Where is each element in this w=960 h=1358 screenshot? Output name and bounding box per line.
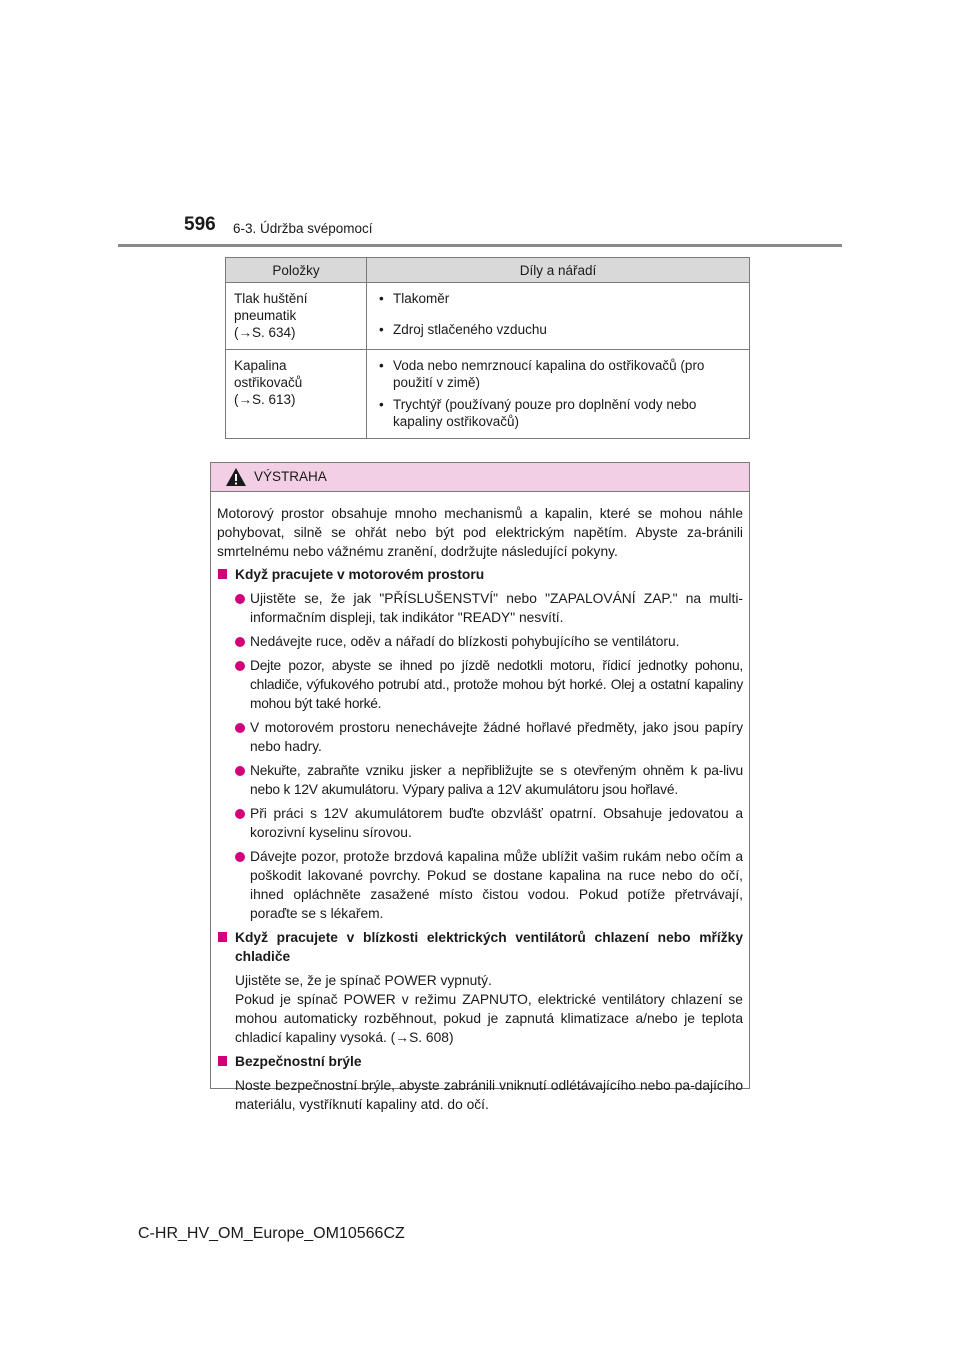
warning-title: VÝSTRAHA <box>254 469 327 484</box>
paragraph: Noste bezpečnostní brýle, abyste zabránili vniknutí odlétávajícího nebo pa-dajícího materiálu, vystříknutí kapaliny atd. do očí. <box>235 1078 743 1112</box>
paragraph: Ujistěte se, že je spínač POWER vypnutý. <box>235 973 492 988</box>
item-line: Tlak huštění <box>234 291 308 306</box>
list-item: Při práci s 12V akumulátorem buďte obzvlášť opatrní. Obsahuje jedovatou a korozivní kyselinu sírovou. <box>217 804 743 842</box>
circle-bullet-icon <box>235 852 245 862</box>
list-item: Nekuřte, zabraňte vzniku jisker a nepřibližujte se s otevřeným ohněm k pa-livu nebo k 12V akumulátoru. Výpary paliva a 12V akumulátoru jsou hořlavé. <box>217 761 743 799</box>
section-heading: Bezpečnostní brýle <box>217 1052 743 1071</box>
item-page-ref: (→S. 613) <box>234 392 296 407</box>
circle-bullet-icon <box>235 766 245 776</box>
circle-bullet-icon <box>235 594 245 604</box>
document-code: C-HR_HV_OM_Europe_OM10566CZ <box>138 1225 405 1242</box>
warning-header <box>211 463 749 492</box>
tool-item: • Trychtýř (používaný pouze pro doplnění vody nebo kapaliny ostřikovačů) <box>375 396 741 430</box>
list-item: Nedávejte ruce, oděv a nářadí do blízkosti pohybujícího se ventilátoru. <box>217 632 743 651</box>
section-heading: Když pracujete v motorovém prostoru <box>217 565 743 584</box>
table-row <box>226 350 750 439</box>
circle-bullet-icon <box>235 637 245 647</box>
circle-bullet-icon <box>235 809 245 819</box>
item-line: ostřikovačů <box>234 375 303 390</box>
column-header-tools: Díly a nářadí <box>367 258 750 283</box>
tools-cell <box>367 283 750 350</box>
table-row <box>226 283 750 350</box>
warning-intro: Motorový prostor obsahuje mnoho mechanismů a kapalin, které se mohou náhle pohybovat, silně se ohřát nebo být pod elektrickým napětím. Abyste za-bránili smrtelnému nebo vážnému zranění, dodržujte následující pokyny. <box>217 506 743 559</box>
warning-triangle-icon <box>225 467 247 487</box>
item-line: pneumatik <box>234 308 297 323</box>
warning-box <box>210 462 750 1112</box>
list-item: V motorovém prostoru nenechávejte žádné hořlavé předměty, jako jsou papíry nebo hadry. <box>217 718 743 756</box>
warning-body <box>211 492 749 1114</box>
circle-bullet-icon <box>235 723 245 733</box>
header-rule <box>118 244 842 247</box>
item-line: Kapalina <box>234 358 287 373</box>
tools-cell <box>367 350 750 439</box>
square-bullet-icon <box>218 569 227 579</box>
list-item: Dejte pozor, abyste se ihned po jízdě nedotkli motoru, řídicí jednotky pohonu, chladiče, výfukového potrubí atd., protože mohou být horké. Olej a ostatní kapaliny mohou být také horké. <box>217 656 743 713</box>
section-title: 6-3. Údržba svépomocí <box>233 221 373 236</box>
table-header-row <box>226 258 750 283</box>
item-cell <box>226 350 367 439</box>
item-page-ref: (→S. 634) <box>234 325 296 340</box>
tool-item: • Voda nebo nemrznoucí kapalina do ostřikovačů (pro použití v zimě) <box>375 357 741 391</box>
paragraph: Pokud je spínač POWER v režimu ZAPNUTO, elektrické ventilátory chlazení se mohou automaticky rozběhnout, pokud je zapnutá klimatizace a/nebo je teplota chladicí kapaliny vysoká. (→S. 608) <box>235 992 743 1045</box>
column-header-items: Položky <box>226 258 367 283</box>
parts-table <box>225 257 750 439</box>
tool-item: • Tlakoměr <box>375 290 741 307</box>
page-number: 596 <box>184 214 216 235</box>
tool-item: • Zdroj stlačeného vzduchu <box>375 321 741 338</box>
square-bullet-icon <box>218 1056 227 1066</box>
list-item: Ujistěte se, že jak "PŘÍSLUŠENSTVÍ" nebo "ZAPALOVÁNÍ ZAP." na multi-informačním displeji, tak indikátor "READY" nesvítí. <box>217 589 743 627</box>
item-cell <box>226 283 367 350</box>
square-bullet-icon <box>218 932 227 942</box>
list-item: Dávejte pozor, protože brzdová kapalina může ublížit vašim rukám nebo očím a poškodit lakované povrchy. Pokud se dostane kapalina na ruce nebo do očí, ihned opláchněte zasažené místo čistou vodou. Pokud potíže přetrvávají, poraďte se s lékařem. <box>217 847 743 923</box>
circle-bullet-icon <box>235 661 245 671</box>
section-heading: Když pracujete v blízkosti elektrických ventilátorů chlazení nebo mřížky chladiče <box>217 928 743 966</box>
